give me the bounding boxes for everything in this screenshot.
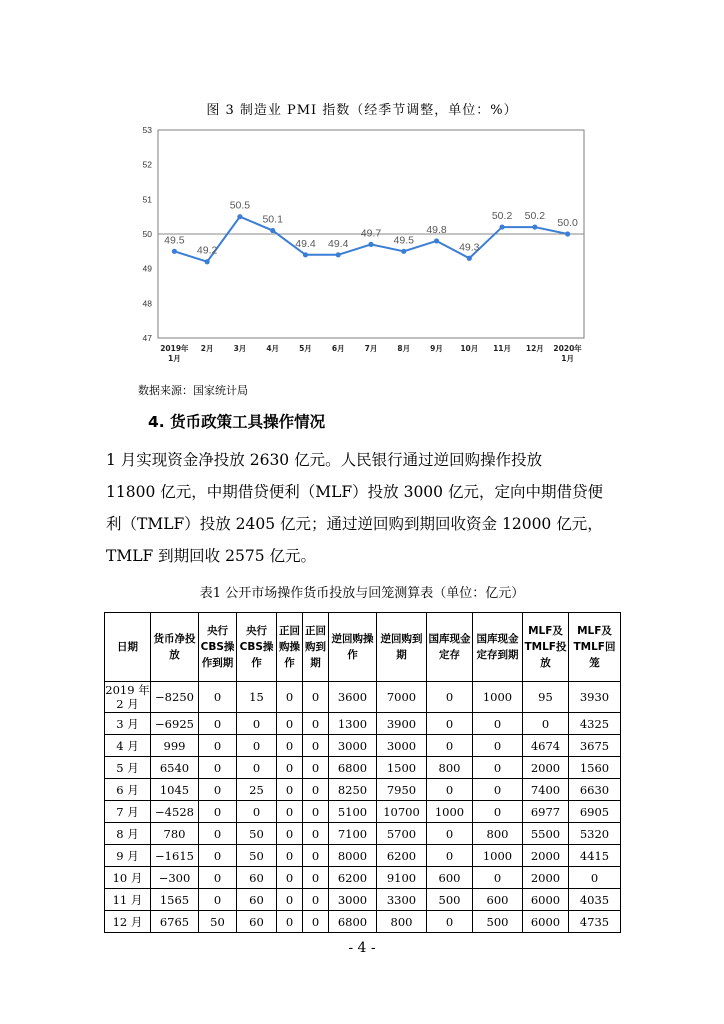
page-number: - 4 -	[348, 940, 376, 956]
table-cell: 6540	[151, 757, 199, 779]
table-cell: 0	[277, 735, 303, 757]
table-cell: 12 月	[105, 911, 151, 933]
data-point	[434, 238, 439, 243]
table-cell: 6200	[329, 867, 377, 889]
table-cell: 800	[377, 911, 427, 933]
table-cell: 0	[277, 713, 303, 735]
source-note: 数据来源：国家统计局	[138, 384, 248, 397]
table-row	[105, 735, 621, 757]
table-cell: 0	[199, 889, 237, 911]
x-tick-label: 8月	[397, 344, 411, 353]
table-cell: 0	[427, 779, 473, 801]
x-tick-label: 4月	[266, 344, 280, 353]
table-cell: 7950	[377, 779, 427, 801]
pmi-line-chart	[130, 122, 600, 374]
table-cell: 6905	[569, 801, 621, 823]
data-label: 50.1	[262, 213, 283, 226]
table-row	[105, 682, 621, 713]
column-header: 国库现金定存到期	[473, 613, 523, 682]
table-cell: 0	[277, 757, 303, 779]
data-point	[467, 256, 472, 261]
data-point	[270, 228, 275, 233]
table-cell: 5500	[523, 823, 569, 845]
table-cell: 780	[151, 823, 199, 845]
table-cell: 0	[199, 845, 237, 867]
table-cell: 4035	[569, 889, 621, 911]
table-cell: 0	[427, 823, 473, 845]
table-cell: 5700	[377, 823, 427, 845]
table-cell: 0	[277, 845, 303, 867]
table-cell: 4735	[569, 911, 621, 933]
table-cell: 4674	[523, 735, 569, 757]
table-cell: 0	[303, 845, 329, 867]
table-cell: 4 月	[105, 735, 151, 757]
table-cell: 0	[277, 889, 303, 911]
table-cell: 95	[523, 682, 569, 713]
data-point	[368, 242, 373, 247]
data-point	[205, 259, 210, 264]
table-cell: 0	[473, 867, 523, 889]
table-cell: 1000	[473, 845, 523, 867]
table-row	[105, 713, 621, 735]
x-tick-label: 5月	[299, 344, 312, 353]
table-cell: 2000	[523, 845, 569, 867]
data-point	[499, 224, 504, 229]
table-cell: 0	[303, 757, 329, 779]
table-row	[105, 779, 621, 801]
table-cell: 3900	[377, 713, 427, 735]
data-label: 49.5	[164, 234, 185, 247]
paragraph-line: TMLF 到期回收 2575 亿元。	[106, 547, 316, 565]
table-cell: 3 月	[105, 713, 151, 735]
table-cell: 5 月	[105, 757, 151, 779]
table-cell: 1000	[427, 801, 473, 823]
table-cell: 600	[427, 867, 473, 889]
table-cell: 0	[303, 735, 329, 757]
x-tick-label: 2020年 1月	[553, 344, 582, 363]
section-heading: 4. 货币政策工具操作情况	[148, 413, 326, 431]
x-tick-label: 10月	[460, 344, 479, 353]
table-cell: 50	[237, 845, 277, 867]
paragraph-line: 1 月实现资金净投放 2630 亿元。人民银行通过逆回购操作投放	[106, 451, 543, 469]
table-row	[105, 823, 621, 845]
y-tick-label: 50	[142, 229, 152, 239]
table-cell: 0	[303, 682, 329, 713]
table-cell: 0	[277, 911, 303, 933]
data-point	[532, 224, 537, 229]
table-cell: 0	[473, 713, 523, 735]
table-cell: 5320	[569, 823, 621, 845]
table-cell: 1565	[151, 889, 199, 911]
column-header: 逆回购到期	[377, 613, 427, 682]
table-cell: 0	[237, 801, 277, 823]
column-header: MLF及TMLF回笼	[569, 613, 621, 682]
table-cell: 0	[237, 713, 277, 735]
table-cell: 0	[427, 845, 473, 867]
table-cell: 0	[277, 823, 303, 845]
table-cell: 0	[237, 757, 277, 779]
table-cell: 0	[277, 867, 303, 889]
data-point	[172, 249, 177, 254]
table-cell: 0	[199, 801, 237, 823]
y-tick-label: 49	[142, 263, 152, 274]
table-cell: 0	[303, 911, 329, 933]
table-cell: 3000	[377, 735, 427, 757]
table-cell: 0	[473, 801, 523, 823]
table-cell: 0	[303, 713, 329, 735]
table-cell: 3930	[569, 682, 621, 713]
table-cell: 1045	[151, 779, 199, 801]
column-header: 央行CBS操作	[237, 613, 277, 682]
data-point	[303, 252, 308, 257]
table-cell: 7000	[377, 682, 427, 713]
column-header: 正回购操作	[277, 613, 303, 682]
table-cell: 0	[473, 757, 523, 779]
column-header: MLF及TMLF投放	[523, 613, 569, 682]
x-tick-label: 2019年 1月	[160, 344, 189, 363]
table-cell: 1500	[377, 757, 427, 779]
table-cell: 50	[199, 911, 237, 933]
table-cell: 8 月	[105, 823, 151, 845]
body-paragraph	[106, 444, 626, 572]
table-cell: 3000	[329, 889, 377, 911]
table-cell: 0	[237, 735, 277, 757]
table-cell: 60	[237, 889, 277, 911]
table-cell: 0	[199, 867, 237, 889]
table-cell: −8250	[151, 682, 199, 713]
table-cell: 0	[277, 801, 303, 823]
x-tick-label: 9月	[430, 344, 443, 353]
table-row	[105, 801, 621, 823]
data-point	[565, 231, 570, 236]
paragraph-line: 利（TMLF）投放 2405 亿元；通过逆回购到期回收资金 12000 亿元，	[106, 515, 603, 533]
table-cell: −1615	[151, 845, 199, 867]
column-header: 逆回购操作	[329, 613, 377, 682]
table-cell: 0	[199, 682, 237, 713]
table-cell: 8000	[329, 845, 377, 867]
table-cell: 500	[473, 911, 523, 933]
table-cell: 6200	[377, 845, 427, 867]
column-header: 货币净投放	[151, 613, 199, 682]
column-header: 国库现金定存	[427, 613, 473, 682]
table-title: 表1 公开市场操作货币投放与回笼测算表（单位：亿元）	[199, 586, 525, 601]
x-tick-label: 12月	[525, 344, 544, 353]
table-cell: 1000	[473, 682, 523, 713]
data-label: 49.4	[328, 237, 349, 250]
data-label: 50.2	[491, 210, 513, 223]
table-cell: 0	[303, 823, 329, 845]
table-cell: 6765	[151, 911, 199, 933]
table-cell: 10 月	[105, 867, 151, 889]
table-cell: 0	[473, 779, 523, 801]
table-cell: 0	[427, 911, 473, 933]
table-cell: 9 月	[105, 845, 151, 867]
table-cell: 0	[569, 867, 621, 889]
data-point	[401, 249, 406, 254]
table-cell: 0	[303, 779, 329, 801]
y-tick-label: 48	[142, 298, 152, 309]
table-cell: 7400	[523, 779, 569, 801]
table-cell: 0	[523, 713, 569, 735]
table-cell: 9100	[377, 867, 427, 889]
table-cell: 3675	[569, 735, 621, 757]
data-label: 50.0	[557, 217, 578, 229]
table-cell: 1300	[329, 713, 377, 735]
table-cell: 7 月	[105, 801, 151, 823]
y-tick-label: 52	[142, 159, 152, 170]
y-tick-label: 47	[142, 333, 152, 343]
table-row	[105, 867, 621, 889]
table-cell: 6000	[523, 889, 569, 911]
table-cell: 0	[199, 735, 237, 757]
table-cell: −4528	[151, 801, 199, 823]
table-row	[105, 889, 621, 911]
table-cell: 4415	[569, 845, 621, 867]
table-cell: 0	[199, 757, 237, 779]
table-cell: 2000	[523, 757, 569, 779]
table-cell: 6630	[569, 779, 621, 801]
data-point	[336, 252, 341, 257]
x-tick-label: 2月	[200, 344, 214, 353]
table-cell: 999	[151, 735, 199, 757]
x-tick-label: 11月	[493, 344, 512, 353]
table-cell: 4325	[569, 713, 621, 735]
table-cell: 0	[303, 801, 329, 823]
table-cell: 60	[237, 867, 277, 889]
table-cell: 6977	[523, 801, 569, 823]
x-tick-label: 3月	[233, 344, 247, 353]
data-point	[237, 214, 242, 219]
data-label: 49.5	[393, 234, 414, 247]
table-cell: 3300	[377, 889, 427, 911]
table-cell: 8250	[329, 779, 377, 801]
data-label: 50.2	[524, 210, 546, 223]
table-cell: 800	[473, 823, 523, 845]
data-label: 49.2	[196, 244, 218, 257]
table-cell: 0	[277, 779, 303, 801]
data-label: 49.3	[459, 241, 480, 254]
data-label: 49.7	[360, 227, 382, 240]
paragraph-line: 11800 亿元，中期借贷便利（MLF）投放 3000 亿元，定向中期借贷便	[106, 483, 603, 501]
table-cell: 500	[427, 889, 473, 911]
operations-table	[104, 612, 621, 933]
table-cell: 60	[237, 911, 277, 933]
table-cell: 6000	[523, 911, 569, 933]
table-cell: −300	[151, 867, 199, 889]
table-cell: 25	[237, 779, 277, 801]
column-header: 日期	[105, 613, 151, 682]
x-tick-label: 7月	[364, 344, 378, 353]
table-cell: 800	[427, 757, 473, 779]
data-label: 49.4	[295, 237, 316, 250]
table-cell: 3600	[329, 682, 377, 713]
table-cell: 0	[277, 682, 303, 713]
table-cell: 2000	[523, 867, 569, 889]
table-cell: −6925	[151, 713, 199, 735]
table-cell: 50	[237, 823, 277, 845]
table-cell: 15	[237, 682, 277, 713]
table-cell: 11 月	[105, 889, 151, 911]
y-tick-label: 53	[142, 125, 152, 135]
table-cell: 0	[427, 682, 473, 713]
table-cell: 6 月	[105, 779, 151, 801]
table-cell: 0	[427, 735, 473, 757]
table-cell: 0	[199, 823, 237, 845]
column-header: 正回购到期	[303, 613, 329, 682]
table-row	[105, 911, 621, 933]
table-cell: 5100	[329, 801, 377, 823]
table-cell: 0	[473, 735, 523, 757]
table-cell: 0	[427, 713, 473, 735]
data-label: 49.8	[426, 223, 447, 236]
x-tick-label: 6月	[331, 344, 345, 353]
table-row	[105, 757, 621, 779]
y-tick-label: 51	[142, 194, 152, 205]
data-label: 50.5	[229, 199, 251, 212]
table-cell: 7100	[329, 823, 377, 845]
table-cell: 0	[199, 779, 237, 801]
table-cell: 1560	[569, 757, 621, 779]
table-cell: 3000	[329, 735, 377, 757]
table-cell: 0	[303, 867, 329, 889]
table-cell: 0	[303, 889, 329, 911]
table-cell: 6800	[329, 757, 377, 779]
table-cell: 10700	[377, 801, 427, 823]
table-cell: 0	[199, 713, 237, 735]
table-cell: 2019 年 2 月	[105, 683, 150, 711]
table-cell: 600	[473, 889, 523, 911]
table-row	[105, 845, 621, 867]
figure-title: 图 3 制造业 PMI 指数（经季节调整，单位：%）	[206, 103, 518, 118]
table-cell: 6800	[329, 911, 377, 933]
column-header: 央行CBS操作到期	[199, 613, 237, 682]
